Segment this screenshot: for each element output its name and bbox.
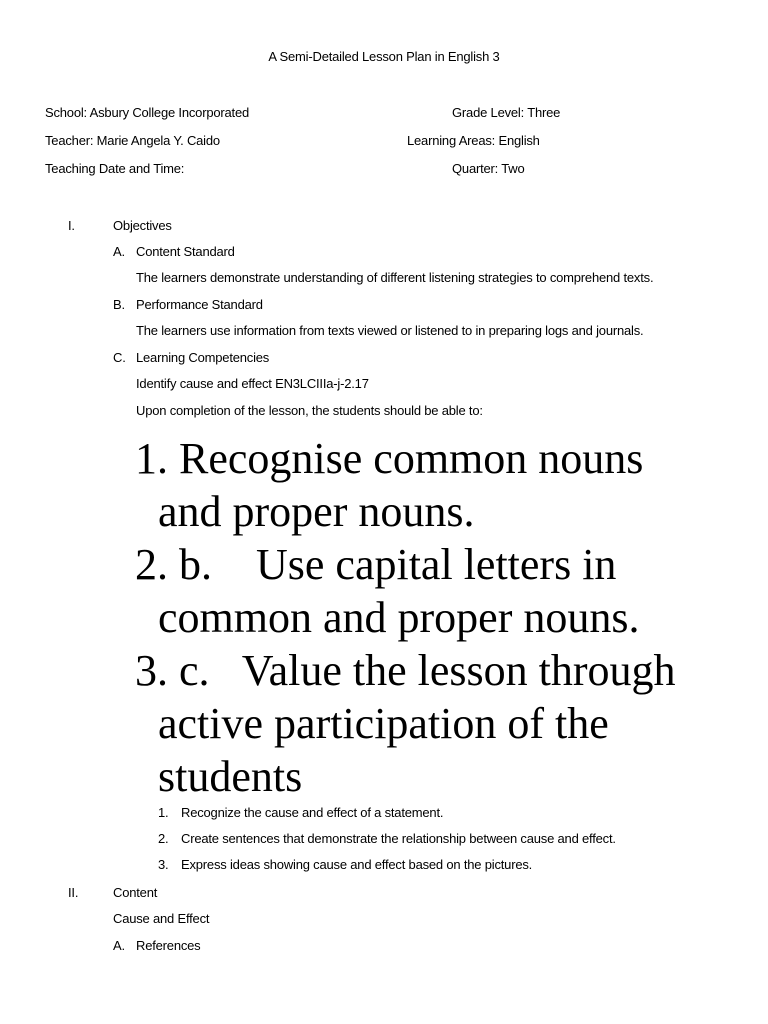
performance-standard-letter: B. (113, 297, 125, 312)
references-heading: References (136, 938, 201, 953)
performance-standard-text: The learners use information from texts viewed or listened to in preparing logs and journals. (136, 323, 644, 338)
school-field: School: Asbury College Incorporated (45, 105, 250, 120)
content-standard-heading: Content Standard (136, 244, 235, 259)
large-list-line: common and proper nouns. (158, 593, 640, 642)
large-list-line: 1. Recognise common nouns (135, 434, 644, 483)
performance-standard-heading: Performance Standard (136, 297, 263, 312)
list-item-number: 3. (158, 857, 169, 872)
large-list-line: and proper nouns. (158, 487, 475, 536)
teacher-field: Teacher: Marie Angela Y. Caido (45, 133, 220, 148)
learning-competencies-heading: Learning Competencies (136, 350, 270, 365)
large-list-line: 2. b. Use capital letters in (135, 540, 617, 589)
large-list-line: students (158, 752, 303, 801)
list-item-number: 1. (158, 805, 169, 820)
document-title: A Semi-Detailed Lesson Plan in English 3 (268, 49, 500, 64)
grade-level-field: Grade Level: Three (452, 105, 561, 120)
list-item-number: 2. (158, 831, 169, 846)
quarter-field: Quarter: Two (452, 161, 525, 176)
teaching-date-field: Teaching Date and Time: (45, 161, 185, 176)
content-standard-text: The learners demonstrate understanding of different listening strategies to comprehend texts. (136, 270, 654, 285)
section-numeral-1: I. (68, 218, 75, 233)
list-item: Recognize the cause and effect of a statement. (181, 805, 444, 820)
learning-areas-field: Learning Areas: English (407, 133, 540, 148)
content-text: Cause and Effect (113, 911, 210, 926)
content-heading: Content (113, 885, 158, 900)
list-item: Create sentences that demonstrate the relationship between cause and effect. (181, 831, 616, 846)
references-letter: A. (113, 938, 125, 953)
learning-competencies-letter: C. (113, 350, 126, 365)
list-item: Express ideas showing cause and effect based on the pictures. (181, 857, 533, 872)
large-list-line: active participation of the (158, 699, 609, 748)
competency-code-text: Identify cause and effect EN3LCIIIa-j-2.17 (136, 376, 369, 391)
objectives-heading: Objectives (113, 218, 172, 233)
content-standard-letter: A. (113, 244, 125, 259)
large-list-line: 3. c. Value the lesson through (135, 646, 676, 695)
completion-intro-text: Upon completion of the lesson, the students should be able to: (136, 403, 483, 418)
section-numeral-2: II. (68, 885, 79, 900)
